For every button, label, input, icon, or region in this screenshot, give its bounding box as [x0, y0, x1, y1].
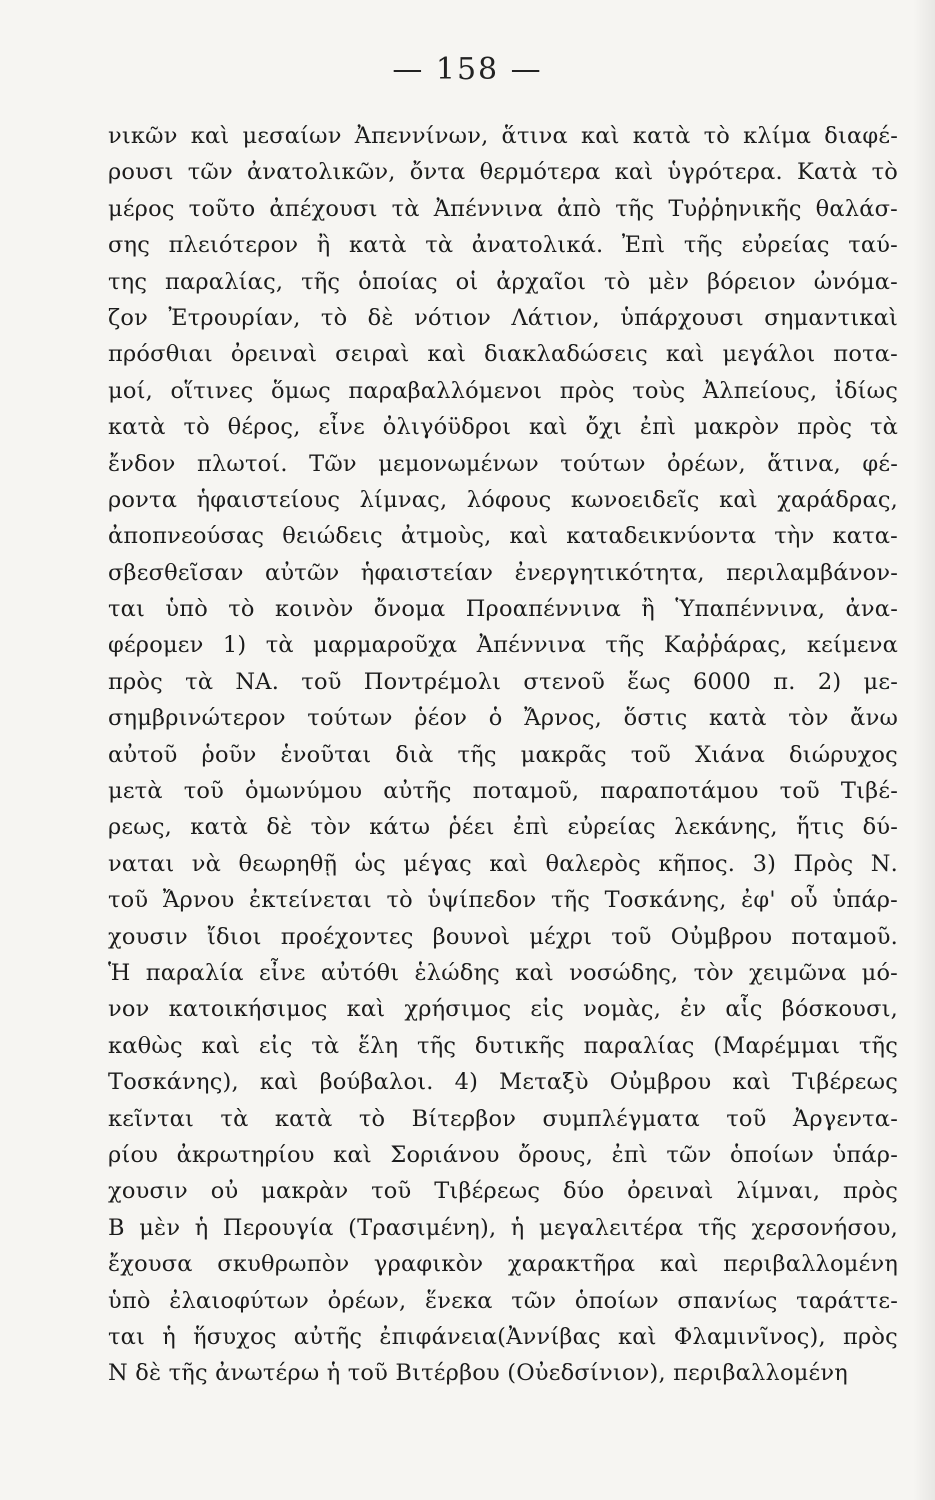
text-line: ἔνδον πλωτοί. Τῶν μεμονωμένων τούτων ὀρέων, ἅτινα, φέ-	[108, 450, 898, 477]
text-line: Ἡ παραλία εἶνε αὐτόθι ἑλώδης καὶ νοσώδης, τὸν χειμῶνα μό-	[108, 959, 898, 986]
text-line: σβεσθεῖσαν αὐτῶν ἡφαιστείαν ἐνεργητικότητα, περιλαμβάνον-	[108, 559, 898, 586]
text-line: φέρομεν 1) τὰ μαρμαροῦχα Ἀπέννινα τῆς Καῤῥάρας, κείμενα	[108, 632, 898, 659]
text-line: κατὰ τὸ θέρος, εἶνε ὀλιγόϋδροι καὶ ὄχι ἐπὶ μακρὸν πρὸς τὰ	[108, 414, 898, 441]
page-edge-shadow	[913, 0, 935, 1500]
text-line: ρουσι τῶν ἀνατολικῶν, ὄντα θερμότερα καὶ ὑγρότερα. Κατὰ τὸ	[108, 159, 898, 186]
text-line: ἀποπνεούσας θειώδεις ἀτμοὺς, καὶ καταδεικνύοντα τὴν κατα-	[108, 523, 898, 550]
text-line: χουσιν ἴδιοι προέχοντες βουνοὶ μέχρι τοῦ Οὐμβρου ποταμοῦ.	[108, 923, 898, 950]
text-line: ναται νὰ θεωρηθῇ ὡς μέγας καὶ θαλερὸς κῆπος. 3) Πρὸς Ν.	[108, 850, 898, 877]
text-line: ται ἡ ἥσυχος αὐτῆς ἐπιφάνεια(Ἀννίβας καὶ Φλαμινῖνος), πρὸς	[108, 1323, 898, 1350]
text-line: ρεως, κατὰ δὲ τὸν κάτω ῥέει ἐπὶ εὐρείας λεκάνης, ἥτις δύ-	[108, 814, 898, 841]
text-line: αὐτοῦ ῥοῦν ἑνοῦται διὰ τῆς μακρᾶς τοῦ Χιάνα διώρυχος	[108, 741, 898, 768]
text-line: μετὰ τοῦ ὁμωνύμου αὐτῆς ποταμοῦ, παραποτάμου τοῦ Τιβέ-	[108, 778, 898, 805]
text-line: ἔχουσα σκυθρωπὸν γραφικὸν χαρακτῆρα καὶ περιβαλλομένη	[108, 1251, 898, 1278]
text-line: μοί, οἵτινες ὅμως παραβαλλόμενοι πρὸς τοὺς Ἀλπείους, ἰδίως	[108, 377, 898, 404]
text-line: πρόσθιαι ὀρειναὶ σειραὶ καὶ διακλαδώσεις καὶ μεγάλοι ποτα-	[108, 341, 898, 368]
text-line: πρὸς τὰ ΝΑ. τοῦ Ποντρέμολι στενοῦ ἕως 6000 π. 2) με-	[108, 668, 898, 695]
text-line: καθὼς καὶ εἰς τὰ ἕλη τῆς δυτικῆς παραλίας (Μαρέμμαι τῆς	[108, 1032, 898, 1059]
body-text	[108, 118, 898, 1392]
text-line: Β μὲν ἡ Περουγία (Τρασιμένη), ἡ μεγαλειτέρα τῆς χερσονήσου,	[108, 1214, 898, 1241]
text-line: ζον Ἐτρουρίαν, τὸ δὲ νότιον Λάτιον, ὑπάρχουσι σημαντικαὶ	[108, 304, 898, 331]
text-line: ται ὑπὸ τὸ κοινὸν ὄνομα Προαπέννινα ἢ Ὑπαπέννινα, ἀνα-	[108, 596, 898, 623]
text-line: Τοσκάνης), καὶ βούβαλοι. 4) Μεταξὺ Οὐμβρου καὶ Τιβέρεως	[108, 1069, 898, 1096]
text-line: μέρος τοῦτο ἀπέχουσι τὰ Ἀπέννινα ἀπὸ τῆς Τυῤῥηνικῆς θαλάσ-	[108, 195, 898, 222]
text-line: της παραλίας, τῆς ὁποίας οἱ ἀρχαῖοι τὸ μὲν βόρειον ὠνόμα-	[108, 268, 898, 295]
text-line: νον κατοικήσιμος καὶ χρήσιμος εἰς νομὰς, ἐν αἷς βόσκουσι,	[108, 996, 898, 1023]
text-line: νικῶν καὶ μεσαίων Ἀπεννίνων, ἅτινα καὶ κατὰ τὸ κλίμα διαφέ-	[108, 123, 898, 149]
text-line: ρίου ἀκρωτηρίου καὶ Σοριάνου ὄρους, ἐπὶ τῶν ὁποίων ὑπάρ-	[108, 1141, 898, 1168]
text-line: σημβρινώτερον τούτων ῥέον ὁ Ἄρνος, ὅστις κατὰ τὸν ἄνω	[108, 705, 898, 732]
text-line: ὑπὸ ἐλαιοφύτων ὀρέων, ἕνεκα τῶν ὁποίων σπανίως ταράττε-	[108, 1287, 898, 1314]
page-number: — 158 —	[392, 52, 543, 87]
text-line: ροντα ἡφαιστείους λίμνας, λόφους κωνοειδεῖς καὶ χαράδρας,	[108, 486, 898, 513]
text-line: τοῦ Ἄρνου ἐκτείνεται τὸ ὑψίπεδον τῆς Τοσκάνης, ἐφ' οὗ ὑπάρ-	[108, 887, 898, 914]
text-line: σης πλειότερον ἢ κατὰ τὰ ἀνατολικά. Ἐπὶ τῆς εὐρείας ταύ-	[108, 232, 898, 259]
text-line: κεῖνται τὰ κατὰ τὸ Βίτερβον συμπλέγματα τοῦ Ἀργεντα-	[108, 1105, 898, 1132]
text-line: χουσιν οὐ μακρὰν τοῦ Τιβέρεως δύο ὀρειναὶ λίμναι, πρὸς	[108, 1178, 898, 1205]
text-line: Ν δὲ τῆς ἀνωτέρω ἡ τοῦ Βιτέρβου (Οὐεδσίνιον), περιβαλλομένη	[108, 1360, 848, 1387]
